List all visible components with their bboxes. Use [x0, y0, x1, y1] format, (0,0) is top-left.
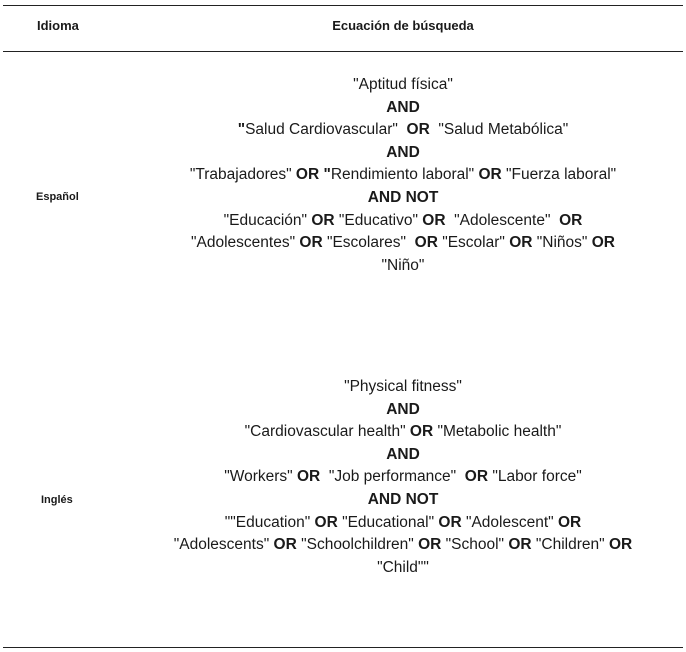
table-bottom-rule — [3, 647, 683, 648]
boolean-operator: AND NOT — [367, 490, 439, 508]
boolean-operator: OR — [296, 468, 321, 486]
boolean-operator: OR — [559, 211, 583, 229]
boolean-operator: OR — [314, 513, 338, 531]
boolean-operator: OR — [311, 211, 335, 229]
boolean-operator: OR — [509, 234, 533, 252]
equation-line — [123, 232, 683, 255]
boolean-operator: OR — [299, 234, 323, 252]
equation-line — [123, 119, 683, 142]
equation-line — [123, 399, 683, 422]
search-term: "Cardiovascular health" — [244, 423, 410, 441]
search-term: Rendimiento laboral" — [330, 166, 479, 184]
search-term: "Adolescent" — [461, 513, 558, 531]
search-term: "Workers" — [224, 468, 297, 486]
boolean-operator: OR — [557, 513, 582, 531]
search-equation-table — [3, 0, 683, 652]
search-term: "Educación" — [223, 211, 312, 229]
boolean-operator: AND — [386, 445, 420, 463]
boolean-operator: OR — [409, 423, 434, 441]
search-term: "Children" — [531, 536, 609, 554]
header-language: Idioma — [37, 18, 79, 33]
search-term: "Educational" — [337, 513, 439, 531]
equation-line — [123, 255, 683, 278]
boolean-operator: AND — [386, 143, 420, 161]
row-label-english: Inglés — [41, 494, 73, 506]
search-term: "Adolescents" — [173, 536, 274, 554]
equation-line — [123, 187, 683, 210]
search-term: "Labor force" — [488, 468, 582, 486]
boolean-operator: OR — [418, 536, 442, 554]
boolean-operator: AND — [386, 98, 420, 116]
boolean-operator: OR — [406, 121, 430, 139]
search-term: "Niños" — [532, 234, 592, 252]
boolean-operator: AND NOT — [367, 188, 439, 206]
search-term: "Metabolic health" — [433, 423, 562, 441]
search-term: "Escolar" — [437, 234, 510, 252]
boolean-operator: OR — [422, 211, 446, 229]
boolean-operator: OR " — [295, 166, 331, 184]
header-search-equation: Ecuación de búsqueda — [332, 18, 474, 33]
equation-line — [123, 164, 683, 187]
search-term: "Adolescentes" — [191, 234, 300, 252]
row-label-spanish: Español — [36, 191, 79, 203]
search-term: "School" — [441, 536, 509, 554]
search-term: "Fuerza laboral" — [501, 166, 617, 184]
boolean-operator: OR — [591, 234, 615, 252]
boolean-operator: " — [237, 121, 246, 139]
equation-line — [123, 534, 683, 557]
boolean-operator: OR — [273, 536, 297, 554]
equation-line — [123, 557, 683, 580]
search-term: "Child"" — [377, 558, 429, 576]
equation-english — [123, 376, 683, 579]
equation-line — [123, 376, 683, 399]
equation-line — [123, 74, 683, 97]
search-term: "Schoolchildren" — [296, 536, 419, 554]
search-term: "Niño" — [381, 256, 425, 274]
search-term: "Physical fitness" — [344, 378, 462, 395]
boolean-operator: OR — [478, 166, 502, 184]
equation-line — [123, 444, 683, 467]
search-term: "Job performance" — [320, 468, 465, 486]
boolean-operator: OR — [608, 536, 633, 554]
equation-line — [123, 512, 683, 535]
search-term: "Trabajadores" — [189, 166, 296, 184]
search-term: ""Education" — [224, 513, 315, 531]
search-term: "Salud Metabólica" — [429, 121, 569, 139]
boolean-operator: OR — [438, 513, 462, 531]
table-header-rule — [3, 51, 683, 52]
search-term: "Adolescente" — [445, 211, 560, 229]
search-term: "Aptitud física" — [353, 76, 453, 93]
equation-line — [123, 489, 683, 512]
table-top-rule — [3, 5, 683, 6]
search-term: "Educativo" — [334, 211, 423, 229]
equation-line — [123, 466, 683, 489]
equation-line — [123, 97, 683, 120]
boolean-operator: AND — [386, 400, 420, 418]
boolean-operator: OR — [464, 468, 489, 486]
boolean-operator: OR — [414, 234, 438, 252]
equation-line — [123, 210, 683, 233]
equation-spanish — [123, 74, 683, 277]
search-term: "Escolares" — [322, 234, 415, 252]
equation-line — [123, 142, 683, 165]
equation-line — [123, 421, 683, 444]
boolean-operator: OR — [508, 536, 532, 554]
search-term: Salud Cardiovascular" — [245, 121, 407, 139]
